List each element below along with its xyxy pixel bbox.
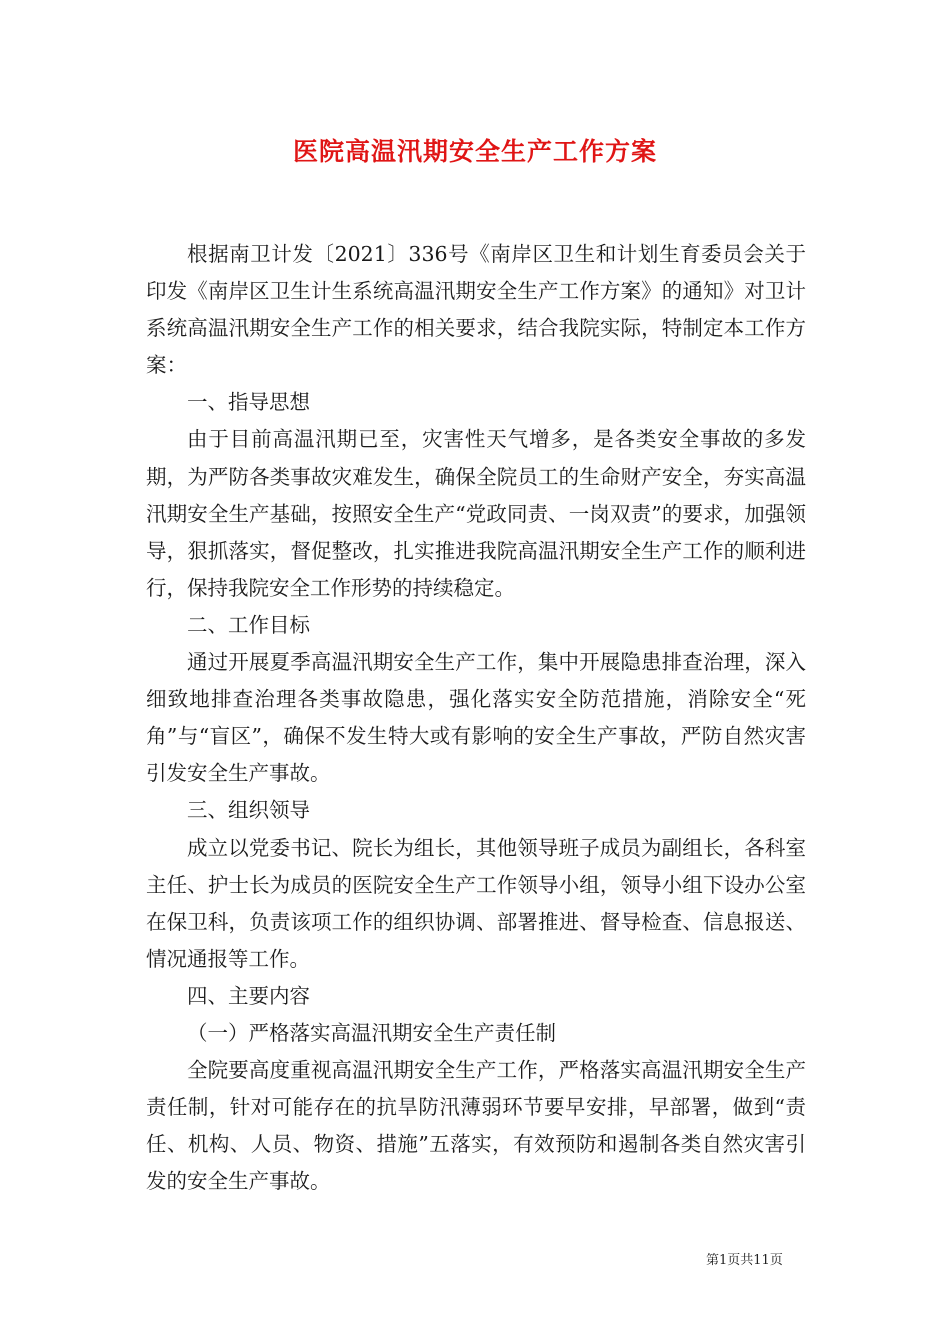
body-paragraph: 成立以党委书记、院长为组长，其他领导班子成员为副组长，各科室主任、护士长为成员的医院安全生产工作领导小组，领导小组下设办公室在保卫科，负责该项工作的组织协调、部署推进、督导检查、信息报送、情况通报等工作。: [146, 835, 806, 971]
body-paragraph: 由于目前高温汛期已至，灾害性天气增多，是各类安全事故的多发期，为严防各类事故灾难发生，确保全院员工的生命财产安全，夯实高温汛期安全生产基础，按照安全生产“党政同责、一岗双责”的要求，加强领导，狠抓落实，督促整改，扎实推进我院高温汛期安全生产工作的顺利进行，保持我院安全工作形势的持续稳定。: [146, 427, 806, 600]
page-number-footer: 第1页共11页: [706, 1253, 783, 1268]
section-heading-work-goals: 二、工作目标: [187, 612, 310, 637]
body-paragraph: 全院要高度重视高温汛期安全生产工作，严格落实高温汛期安全生产责任制，针对可能存在的抗旱防汛薄弱环节要早安排，早部署，做到“责任、机构、人员、物资、措施”五落实，有效预防和遏制各类自然灾害引发的安全生产事故。: [146, 1058, 806, 1194]
section-heading-main-content: 四、主要内容: [187, 983, 310, 1008]
section-heading-guiding-thought: 一、指导思想: [187, 390, 310, 415]
subsection-heading: （一）严格落实高温汛期安全生产责任制: [187, 1020, 556, 1045]
body-paragraph: 通过开展夏季高温汛期安全生产工作，集中开展隐患排查治理，深入细致地排查治理各类事故隐患，强化落实安全防范措施，消除安全“死角”与“盲区”，确保不发生特大或有影响的安全生产事故，严防自然灾害引发安全生产事故。: [146, 650, 806, 786]
document-body: [146, 236, 806, 1200]
intro-paragraph: 根据南卫计发〔2021〕336号《南岸区卫生和计划生育委员会关于印发《南岸区卫生计生系统高温汛期安全生产工作方案》的通知》对卫计系统高温汛期安全生产工作的相关要求，结合我院实际，特制定本工作方案：: [146, 242, 806, 378]
document-title: 医院高温汛期安全生产工作方案: [292, 137, 657, 166]
section-heading-organization: 三、组织领导: [187, 798, 310, 823]
